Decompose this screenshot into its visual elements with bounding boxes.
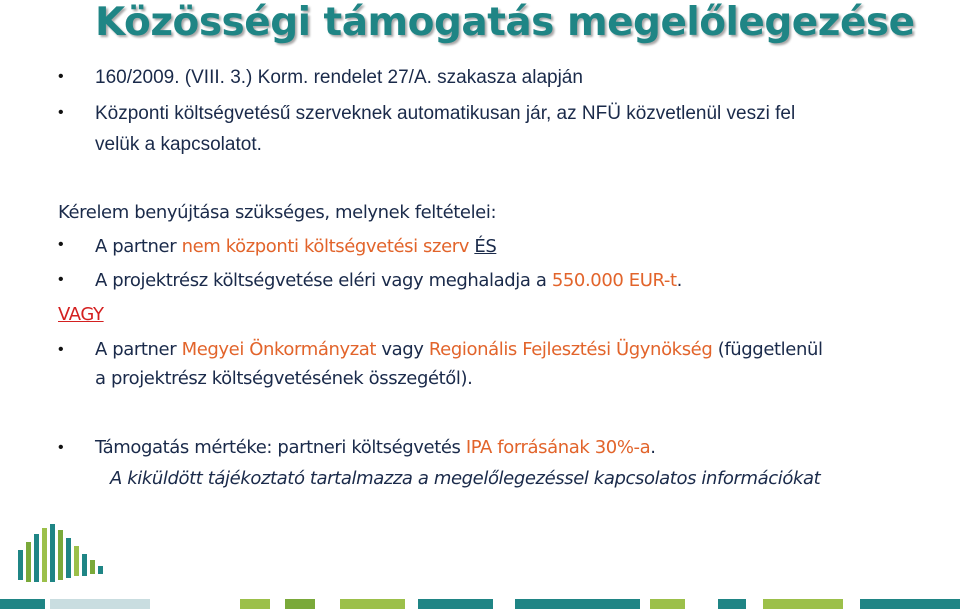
- footer-bar: [718, 599, 746, 609]
- or-label: VAGY: [58, 304, 104, 325]
- condition-item-3-cont: a projektrész költségvetésének összegétől).: [95, 368, 473, 389]
- bullet-marker: •: [58, 271, 64, 288]
- condition-3-suffix: (függetlenül: [712, 339, 823, 360]
- footer-bar: [763, 599, 843, 609]
- support-rate: [95, 437, 656, 458]
- support-prefix: Támogatás mértéke: partneri költségvetés: [95, 437, 466, 458]
- support-suffix: .: [650, 437, 656, 458]
- bullet-marker: •: [58, 439, 64, 456]
- footer-bar: [860, 599, 960, 609]
- footer-bar: [340, 599, 405, 609]
- condition-3-highlight-agency: Regionális Fejlesztési Ügynökség: [428, 339, 713, 360]
- condition-item-2: [95, 270, 682, 291]
- bullet-marker: •: [58, 341, 64, 358]
- conditions-intro: Kérelem benyújtása szükséges, melynek feltételei:: [58, 202, 497, 223]
- footer-bar: [50, 599, 150, 609]
- condition-2-suffix: .: [676, 270, 682, 291]
- condition-item-1: [95, 236, 496, 257]
- and-label: ÉS: [474, 236, 497, 257]
- condition-item-3: [95, 339, 823, 360]
- organization-logo-icon: [18, 524, 128, 584]
- condition-2-prefix: A projektrész költségvetése eléri vagy meghaladja a: [95, 270, 552, 291]
- footer-bar: [515, 599, 640, 609]
- bullet-marker: •: [58, 236, 64, 253]
- condition-1-prefix: A partner: [95, 236, 182, 257]
- footer-bar: [0, 599, 45, 609]
- footer-bar: [418, 599, 493, 609]
- bullet-regulation: 160/2009. (VIII. 3.) Korm. rendelet 27/A. szakasza alapján: [95, 67, 583, 88]
- info-note: A kiküldött tájékoztató tartalmazza a megelőlegezéssel kapcsolatos információkat: [110, 468, 821, 489]
- bullet-central-bodies-cont: velük a kapcsolatot.: [95, 134, 262, 155]
- condition-1-highlight: nem központi költségvetési szerv: [181, 236, 470, 257]
- condition-3-highlight-county: Megyei Önkormányzat: [181, 339, 377, 360]
- condition-3-prefix: A partner: [95, 339, 182, 360]
- page-title: Közösségi támogatás megelőlegezése: [95, 0, 915, 45]
- bullet-marker: •: [58, 104, 64, 121]
- condition-3-mid: vagy: [376, 339, 429, 360]
- bullet-central-bodies: Központi költségvetésű szerveknek automatikusan jár, az NFÜ közvetlenül veszi fel: [95, 103, 796, 124]
- footer-bar: [285, 599, 315, 609]
- footer-bar: [650, 599, 685, 609]
- support-highlight: IPA forrásának 30%-a: [465, 437, 651, 458]
- bullet-marker: •: [58, 68, 64, 85]
- footer-bar: [240, 599, 270, 609]
- condition-2-highlight: 550.000 EUR-t: [551, 270, 677, 291]
